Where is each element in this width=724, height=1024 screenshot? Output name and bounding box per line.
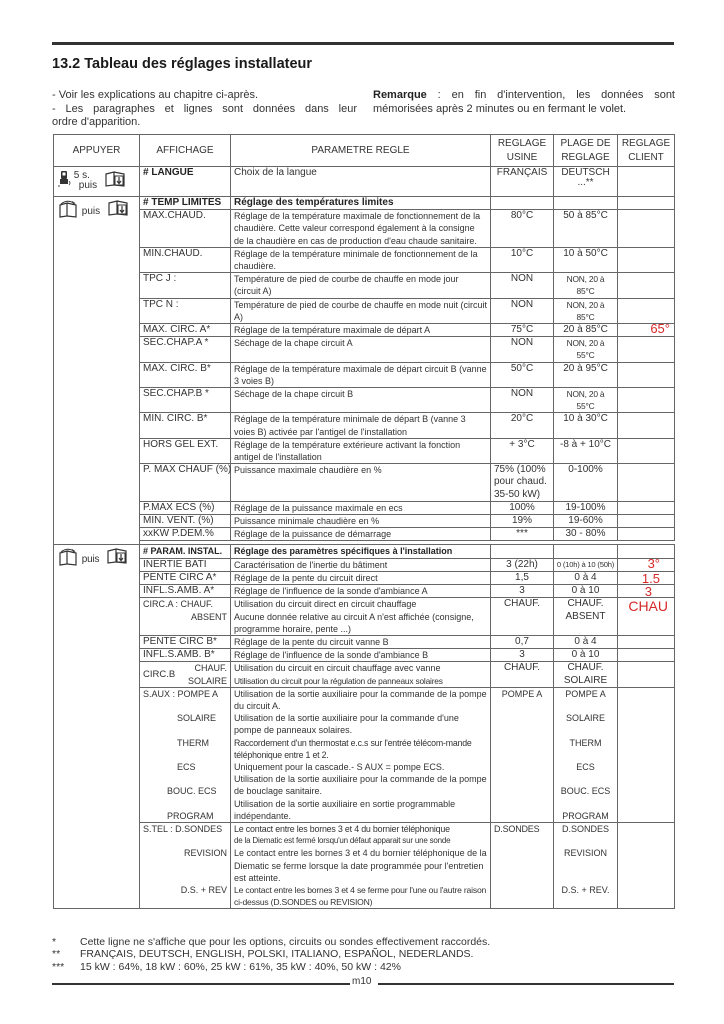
table-row	[54, 362, 675, 387]
table-row	[54, 822, 675, 908]
plage-cell: 10 à 30°C	[554, 413, 618, 438]
parametre-cell: Réglage des températures limites	[231, 197, 491, 210]
plage-cell: 10 à 50°C	[554, 247, 618, 272]
client-cell	[618, 464, 675, 502]
parametre-cell: Utilisation du circuit en circuit chauffage avec vanne Utilisation du circuit pour la régulation de panneaux solaires	[231, 662, 491, 687]
intro-notes	[52, 89, 357, 130]
parametre-cell: Température de pied de courbe de chauffe en mode nuit (circuit A)	[231, 298, 491, 323]
table-row	[54, 649, 675, 662]
plage-cell: 0 à 4	[554, 571, 618, 584]
affichage-cell: MAX. CIRC. B*	[140, 362, 231, 387]
client-cell	[618, 167, 675, 197]
handwritten-value: 3°	[647, 555, 660, 571]
plage-cell: 20 à 95°C	[554, 362, 618, 387]
puis-label: puis	[81, 554, 100, 566]
handwritten-value: 65°	[650, 321, 670, 337]
affichage-cell: # TEMP LIMITES	[140, 197, 231, 210]
client-cell	[618, 822, 675, 908]
client-cell	[618, 649, 675, 662]
affichage-cell: TPC N :	[140, 298, 231, 323]
plage-cell: D.SONDES REVISION D.S. + REV.	[554, 822, 618, 908]
plage-cell: 0-100%	[554, 464, 618, 502]
parametre-cell: Réglage de l'influence de la sonde d'ambiance B	[231, 649, 491, 662]
client-cell	[618, 598, 675, 636]
table-row	[54, 273, 675, 298]
usine-cell: 3	[491, 585, 554, 598]
affichage-cell: MIN. VENT. (%)	[140, 515, 231, 528]
parametre-cell: Réglage de la température minimale de fonctionnement de la chaudière.	[231, 247, 491, 272]
plage-cell: 0 à 10	[554, 649, 618, 662]
table-row	[54, 545, 675, 558]
affichage-cell: SEC.CHAP.A *	[140, 337, 231, 362]
affichage-cell: S.AUX : POMPE A SOLAIRE THERM ECS BOUC. ECS PROGRAM	[140, 687, 231, 822]
book-arrow-icon	[106, 548, 128, 564]
table-row	[54, 571, 675, 584]
table-header-row	[54, 135, 675, 167]
table-row	[54, 687, 675, 822]
usine-cell: CHAUF.	[491, 598, 554, 636]
plage-cell: 30 - 80%	[554, 528, 618, 541]
client-cell	[618, 571, 675, 584]
usine-cell: 19%	[491, 515, 554, 528]
usine-cell: NON	[491, 337, 554, 362]
affichage-cell: # LANGUE	[140, 167, 231, 197]
usine-cell: 10°C	[491, 247, 554, 272]
parametre-cell: Utilisation du circuit direct en circuit chauffage Aucune donnée relative au circuit A n'est affichée (consigne, programme horaire, pente ...)	[231, 598, 491, 636]
plage-cell: NON, 20 à 55°C	[554, 337, 618, 362]
affichage-cell: CIRC.B CHAUF. SOLAIRE	[140, 662, 231, 687]
parametre-cell: Séchage de la chape circuit B	[231, 388, 491, 413]
affichage-cell: MAX.CHAUD.	[140, 210, 231, 248]
header-appuyer: APPUYER	[54, 135, 140, 167]
header-plage: PLAGE DE REGLAGE	[554, 135, 618, 167]
intro-line: - Les paragraphes et lignes sont données dans leur	[52, 102, 357, 115]
client-cell	[618, 635, 675, 648]
affichage-cell: P.MAX ECS (%)	[140, 501, 231, 514]
client-cell	[618, 555, 675, 571]
parametre-cell: Utilisation de la sortie auxiliaire pour la commande de la pompe du circuit A. Utilisation de la sortie auxiliaire pour la commande d'une pompe de panneaux solaires. Raccordement d'un thermostat e.c.s sur l'entrée télécom-mande téléphonique entre 1 et 2. Uniquement pour la cascade.- S AUX = pompe ECS. Utilisation de la sortie auxiliaire pour la commande de la pompe de bouclage sanitaire. Utilisation de la sortie auxiliaire en sortie programmable indépendante.	[231, 687, 491, 822]
usine-cell: 1,5	[491, 571, 554, 584]
plage-cell: CHAUF. SOLAIRE	[554, 662, 618, 687]
usine-cell: 20°C	[491, 413, 554, 438]
affichage-cell: P. MAX CHAUF (%)	[140, 464, 231, 502]
footnote: *** 15 kW : 64%, 18 kW : 60%, 25 kW : 61%, 35 kW : 40%, 50 kW : 42%	[52, 960, 401, 973]
remark-text: : en fin d'intervention, les données sont mémorisées après 2 minutes ou en fermant le volet.	[373, 89, 675, 115]
usine-cell: + 3°C	[491, 438, 554, 463]
plage-cell: 0 à 4	[554, 635, 618, 648]
parametre-cell: Choix de la langue	[231, 167, 491, 197]
plage-cell: 0 (10h) à 10 (50h)	[554, 558, 618, 571]
affichage-cell: CIRC.A : CHAUF. ABSENT	[140, 598, 231, 636]
bottom-rule	[378, 983, 674, 985]
usine-cell: 80°C	[491, 210, 554, 248]
usine-cell: 0,7	[491, 635, 554, 648]
client-cell	[618, 501, 675, 514]
parametre-cell: Le contact entre les bornes 3 et 4 du bornier téléphonique de la Diematic est fermé lorsqu'un défaut apparait sur une sonde Le contact entre les bornes 3 et 4 du bornier téléphonique de la Diematic se ferme lorsque la date programmée pour l'entretien est atteinte. Le contact entre les bornes 3 et 4 se ferme pour l'une ou l'autre raison ci-dessus (D.SONDES ou REVISION)	[231, 822, 491, 908]
table-row	[54, 167, 675, 197]
affichage-cell: INFL.S.AMB. B*	[140, 649, 231, 662]
table-row	[54, 298, 675, 323]
hold-duration: 5 s.	[73, 170, 90, 181]
plage-cell: NON, 20 à 55°C	[554, 388, 618, 413]
parametre-cell: Caractérisation de l'inertie du bâtiment	[231, 558, 491, 571]
parametre-cell: Réglage de l'influence de la sonde d'ambiance A	[231, 585, 491, 598]
usine-cell: 3 (22h)	[491, 558, 554, 571]
affichage-cell: HORS GEL EXT.	[140, 438, 231, 463]
footnotes	[52, 936, 490, 973]
affichage-cell: MAX. CIRC. A*	[140, 324, 231, 337]
affichage-cell: MIN. CIRC. B*	[140, 413, 231, 438]
table-row	[54, 388, 675, 413]
plage-cell: NON, 20 à 85°C	[554, 273, 618, 298]
page-title: 13.2 Tableau des réglages installateur	[52, 56, 313, 72]
parametre-cell: Réglage de la puissance de démarrage	[231, 528, 491, 541]
table-row	[54, 635, 675, 648]
client-cell	[618, 515, 675, 528]
plage-cell: 19-100%	[554, 501, 618, 514]
table-row	[54, 585, 675, 598]
intro-line: - Voir les explications au chapitre ci-après.	[52, 89, 259, 101]
book-arrow-icon	[107, 200, 129, 216]
client-cell	[618, 321, 675, 337]
plage-cell: NON, 20 à 85°C	[554, 298, 618, 323]
table-row	[54, 598, 675, 636]
plage-cell: POMPE A SOLAIRE THERM ECS BOUC. ECS PROGRAM	[554, 687, 618, 822]
hand-key-icon	[57, 170, 71, 188]
table-row	[54, 324, 675, 337]
affichage-cell: # PARAM. INSTAL.	[140, 545, 231, 558]
top-rule	[52, 42, 674, 45]
client-cell	[618, 687, 675, 822]
client-cell	[618, 210, 675, 248]
remark-label: Remarque	[373, 89, 427, 101]
settings-table	[53, 134, 675, 909]
client-cell	[618, 247, 675, 272]
usine-cell: 3	[491, 649, 554, 662]
rotate-book-icon	[57, 548, 79, 566]
usine-cell: CHAUF.	[491, 662, 554, 687]
affichage-cell: S.TEL : D.SONDES REVISION D.S. + REV	[140, 822, 231, 908]
handwritten-value: 1.5	[641, 570, 660, 586]
parametre-cell: Réglage de la pente du circuit vanne B	[231, 635, 491, 648]
table-row	[54, 515, 675, 528]
usine-cell: NON	[491, 273, 554, 298]
table-row	[54, 464, 675, 502]
plage-cell: -8 à + 10°C	[554, 438, 618, 463]
parametre-cell: Réglage de la température minimale de départ B (vanne 3 voies B) activée par l'antigel de l'installation	[231, 413, 491, 438]
table-row	[54, 528, 675, 541]
parametre-cell: Puissance minimale chaudière en %	[231, 515, 491, 528]
parametre-cell: Réglage des paramètres spécifiques à l'installation	[231, 545, 491, 558]
puis-label: puis	[78, 180, 98, 191]
header-parametre: PARAMETRE REGLE	[231, 135, 491, 167]
usine-cell: POMPE A	[491, 687, 554, 822]
usine-cell: ***	[491, 528, 554, 541]
parametre-cell: Réglage de la température maximale de fonctionnement de la chaudière. Cette valeur correspond également à la consigne de la chaudière en cas de production d'eau chaude sanitaire.	[231, 210, 491, 248]
client-cell	[618, 388, 675, 413]
table-row	[54, 501, 675, 514]
plage-cell: DEUTSCH ...**	[554, 167, 618, 197]
parametre-cell: Réglage de la température maximale de départ circuit B (vanne 3 voies B)	[231, 362, 491, 387]
parametre-cell: Puissance maximale chaudière en %	[231, 464, 491, 502]
plage-cell: 19-60%	[554, 515, 618, 528]
usine-cell: 100%	[491, 501, 554, 514]
affichage-cell: INFL.S.AMB. A*	[140, 585, 231, 598]
client-cell	[618, 298, 675, 323]
parametre-cell: Réglage de la température maximale de départ A	[231, 324, 491, 337]
usine-cell: FRANÇAIS	[491, 167, 554, 197]
intro-line: ordre d'apparition.	[52, 116, 141, 128]
appuyer-cell	[54, 197, 140, 545]
appuyer-cell	[54, 167, 140, 197]
remark	[373, 89, 675, 116]
appuyer-cell	[54, 545, 140, 909]
footnote: * Cette ligne ne s'affiche que pour les options, circuits ou sondes effectivement raccordés.	[52, 936, 491, 948]
plage-cell: CHAUF. ABSENT	[554, 598, 618, 636]
rotate-book-icon	[57, 200, 79, 218]
usine-cell: 50°C	[491, 362, 554, 387]
header-affichage: AFFICHAGE	[140, 135, 231, 167]
affichage-cell: xxKW P.DEM.%	[140, 528, 231, 541]
usine-cell: 75°C	[491, 324, 554, 337]
parametre-cell: Réglage de la puissance maximale en ecs	[231, 501, 491, 514]
table-row	[54, 438, 675, 463]
affichage-cell: PENTE CIRC A*	[140, 571, 231, 584]
client-cell	[618, 585, 675, 598]
table-row	[54, 210, 675, 248]
affichage-cell: SEC.CHAP.B *	[140, 388, 231, 413]
parametre-cell: Séchage de la chape circuit A	[231, 337, 491, 362]
parametre-cell: Réglage de la pente du circuit direct	[231, 571, 491, 584]
usine-cell: NON	[491, 298, 554, 323]
usine-cell: NON	[491, 388, 554, 413]
bottom-rule	[52, 983, 350, 985]
table-row	[54, 197, 675, 210]
book-arrow-icon	[104, 171, 126, 187]
handwritten-value: CHAU	[628, 598, 668, 615]
client-cell	[618, 662, 675, 687]
affichage-cell: TPC J :	[140, 273, 231, 298]
client-cell	[618, 273, 675, 298]
client-cell	[618, 438, 675, 463]
table-row	[54, 413, 675, 438]
usine-cell: 75% (100% pour chaud. 35-50 kW)	[491, 464, 554, 502]
table-row	[54, 662, 675, 687]
client-cell	[618, 413, 675, 438]
affichage-cell: PENTE CIRC B*	[140, 635, 231, 648]
affichage-cell: MIN.CHAUD.	[140, 247, 231, 272]
footnote: ** FRANÇAIS, DEUTSCH, ENGLISH, POLSKI, ITALIANO, ESPAÑOL, NEDERLANDS.	[52, 948, 474, 961]
plage-cell: 20 à 85°C	[554, 324, 618, 337]
table-row	[54, 337, 675, 362]
parametre-cell: Température de pied de courbe de chauffe en mode jour (circuit A)	[231, 273, 491, 298]
affichage-cell: INERTIE BATI	[140, 558, 231, 571]
table-row	[54, 558, 675, 571]
usine-cell: D.SONDES	[491, 822, 554, 908]
header-usine: REGLAGE USINE	[491, 135, 554, 167]
puis-label: puis	[81, 205, 101, 217]
client-cell	[618, 362, 675, 387]
client-cell	[618, 337, 675, 362]
page-number: m10	[352, 976, 372, 987]
header-client: REGLAGE CLIENT	[618, 135, 675, 167]
handwritten-value: 3	[644, 584, 652, 600]
table-row	[54, 247, 675, 272]
plage-cell: 50 à 85°C	[554, 210, 618, 248]
plage-cell: 0 à 10	[554, 585, 618, 598]
parametre-cell: Réglage de la température extérieure activant la fonction antigel de l'installation	[231, 438, 491, 463]
client-cell	[618, 528, 675, 541]
